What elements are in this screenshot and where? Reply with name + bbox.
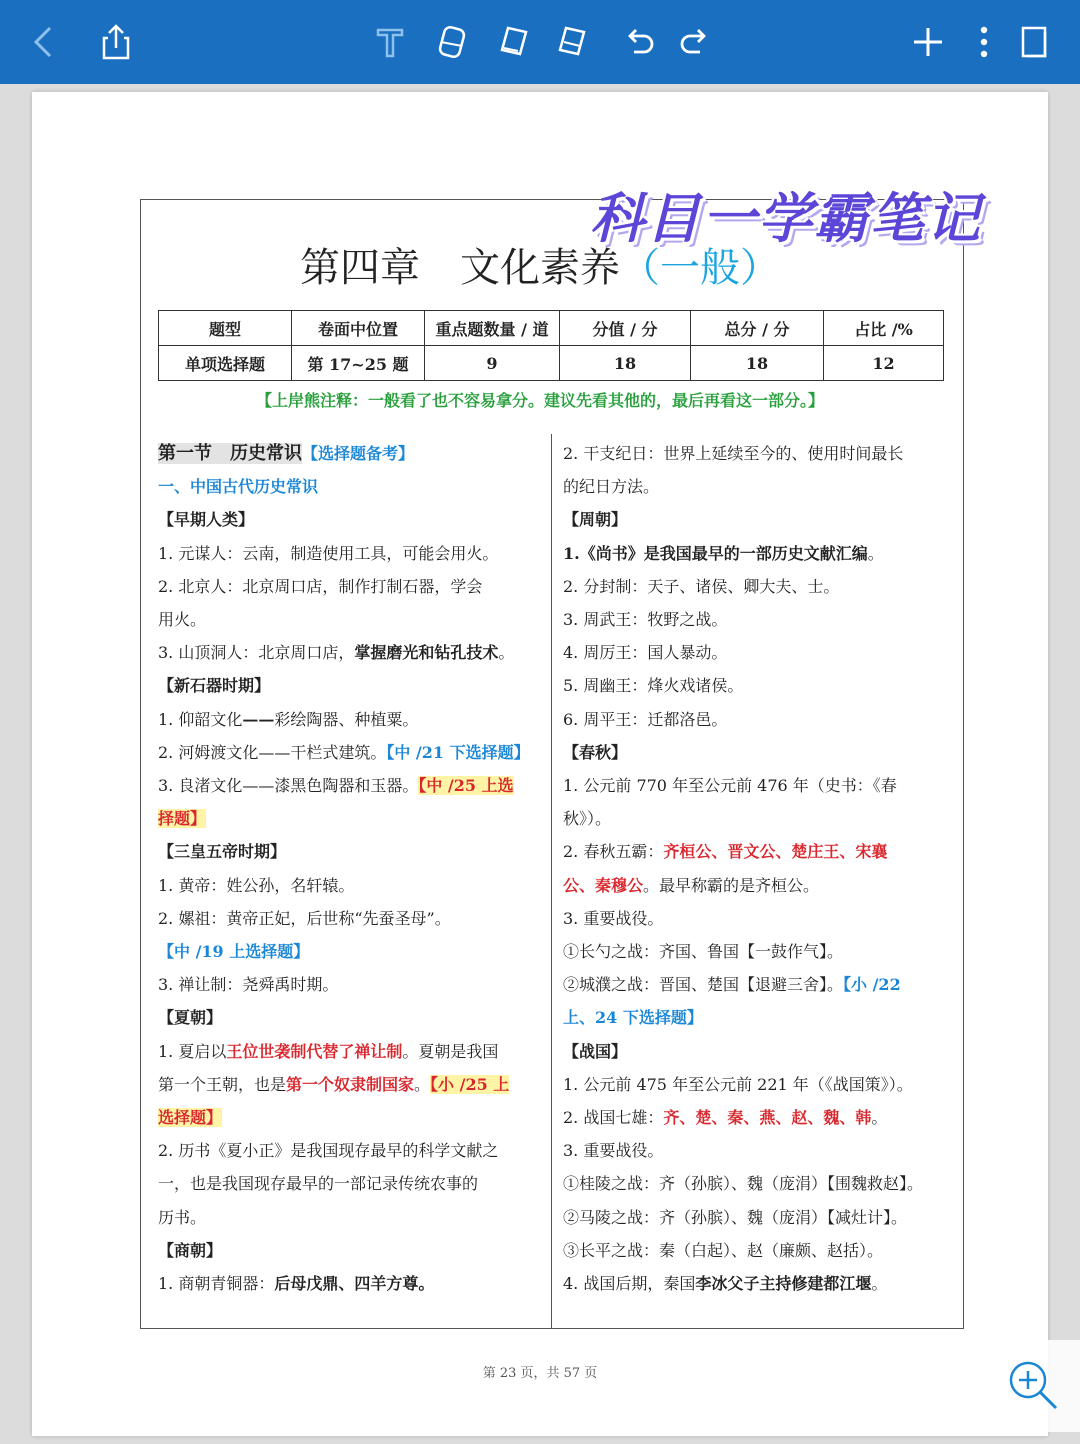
text: 3. 良渚文化——漆黑色陶器和玉器。 xyxy=(158,776,419,796)
text: 。 xyxy=(867,543,884,563)
key-text: 后母戊鼎、四羊方尊。 xyxy=(274,1274,435,1294)
list-item: 1. 黄帝：姓公孙，名轩辕。 xyxy=(158,875,355,895)
list-item: 的纪日方法。 xyxy=(563,477,660,497)
exam-tag: 【小 /25 上 xyxy=(430,1074,510,1094)
eraser-icon[interactable] xyxy=(424,14,480,70)
right-column xyxy=(563,437,947,1300)
topic-heading: 【商朝】 xyxy=(158,1240,223,1260)
key-text: 李冰父子主持修建都江堰 xyxy=(695,1274,872,1294)
key-text: 第一个奴隶制国家 xyxy=(286,1074,415,1094)
list-item: 4. 周厉王：国人暴动。 xyxy=(563,643,728,663)
text: 2. 河姆渡文化——干栏式建筑。 xyxy=(158,742,387,762)
exam-tag: 【小 /22 xyxy=(843,975,901,995)
table-header: 总分 / 分 xyxy=(691,311,824,346)
highlighter-icon[interactable] xyxy=(486,14,542,70)
section-tag: 【选择题备考】 xyxy=(302,444,415,463)
key-text: 掌握磨光和钻孔技术 xyxy=(354,643,499,663)
exam-tag: 【中 /25 上选 xyxy=(418,776,514,796)
list-item xyxy=(158,1101,542,1134)
table-header-row xyxy=(159,311,944,346)
list-item: 一，也是我国现存最早的一部记录传统农事的 xyxy=(158,1174,479,1194)
list-item xyxy=(563,537,947,570)
key-text: 齐、楚、秦、燕、赵、魏、韩 xyxy=(663,1108,872,1128)
list-item: 5. 周幽王：烽火戏诸侯。 xyxy=(563,676,744,696)
exam-tag: 择题】 xyxy=(158,809,207,829)
topic-heading: 【夏朝】 xyxy=(158,1008,223,1028)
text: 1. 夏启以 xyxy=(158,1041,227,1061)
add-icon[interactable] xyxy=(900,14,956,70)
topic-heading: 【新石器时期】 xyxy=(158,676,271,696)
table-cell: 9 xyxy=(425,346,560,381)
exam-tag: 选择题】 xyxy=(158,1108,223,1128)
green-note: 【上岸熊注释：一般看了也不容易拿分。建议先看其他的，最后再看这一部分。】 xyxy=(255,391,824,410)
topic-heading: 【早期人类】 xyxy=(158,510,255,530)
banner-text: 科目一学霸笔记 xyxy=(590,187,982,250)
list-item xyxy=(563,1267,947,1300)
text: 第一个王朝，也是 xyxy=(158,1074,287,1094)
list-item: 6. 周平王：迁都洛邑。 xyxy=(563,709,728,729)
zoom-button[interactable] xyxy=(988,1340,1080,1432)
list-item xyxy=(158,1035,542,1068)
list-item xyxy=(158,636,542,669)
chapter-tag: （一般） xyxy=(620,245,780,291)
text: 。最早称霸的是齐桓公。 xyxy=(643,875,820,895)
list-item: 3. 重要战役。 xyxy=(563,1141,664,1161)
list-item: 3. 禅让制：尧舜禹时期。 xyxy=(158,975,339,995)
text: 2. 春秋五霸： xyxy=(563,842,664,862)
list-item: 2. 北京人：北京周口店，制作打制石器，学会 xyxy=(158,576,483,596)
dash: —— xyxy=(242,709,275,729)
table-cell: 单项选择题 xyxy=(159,346,292,381)
list-item: 2. 嫘祖：黄帝正妃，后世称“先蚕圣母”。 xyxy=(158,908,451,928)
list-item xyxy=(158,769,542,802)
list-item xyxy=(158,1068,542,1101)
text: 。 xyxy=(498,643,515,663)
table-header: 题型 xyxy=(159,311,292,346)
table-header: 占比 /% xyxy=(824,311,944,346)
list-item: ②马陵之战：齐（孙膑）、魏（庞涓）【减灶计】。 xyxy=(563,1207,908,1227)
sub-heading: 一、中国古代历史常识 xyxy=(158,477,319,497)
table-header: 分值 / 分 xyxy=(560,311,691,346)
list-item: 2. 历书《夏小正》是我国现存最早的科学文献之 xyxy=(158,1141,499,1161)
list-item: 秋》）。 xyxy=(563,809,612,829)
table-header: 卷面中位置 xyxy=(292,311,425,346)
list-item xyxy=(563,1101,947,1134)
table-cell: 18 xyxy=(560,346,691,381)
list-item xyxy=(563,869,947,902)
list-item xyxy=(563,968,947,1001)
text: 彩绘陶器、种植粟。 xyxy=(274,709,419,729)
list-item xyxy=(563,835,947,868)
table-cell: 12 xyxy=(824,346,944,381)
page-number: 第 23 页，共 57 页 xyxy=(482,1366,598,1381)
key-text: 1.《尚书》是我国最早的一部历史文献汇编 xyxy=(563,543,868,563)
share-icon[interactable] xyxy=(88,14,144,70)
text: 4. 战国后期，秦国 xyxy=(563,1274,696,1294)
list-item: ①桂陵之战：齐（孙膑）、魏（庞涓）【围魏救赵】。 xyxy=(563,1174,924,1194)
table-header: 重点题数量 / 道 xyxy=(425,311,560,346)
text: 。 xyxy=(871,1108,888,1128)
topic-heading: 【三皇五帝时期】 xyxy=(158,842,287,862)
left-column xyxy=(158,437,542,1300)
section-heading: 第一节 历史常识 xyxy=(158,443,302,464)
list-item xyxy=(158,1267,542,1300)
table-cell: 18 xyxy=(691,346,824,381)
chapter-title xyxy=(0,236,1080,293)
table-cell: 第 17~25 题 xyxy=(292,346,425,381)
text: 。 xyxy=(414,1074,431,1094)
back-icon[interactable] xyxy=(16,14,72,70)
list-item: 用火。 xyxy=(158,610,207,630)
more-icon[interactable] xyxy=(956,14,1012,70)
text: 1. 仰韶文化 xyxy=(158,709,243,729)
zoom-in-icon xyxy=(1006,1358,1062,1414)
pages-icon[interactable] xyxy=(1006,14,1062,70)
list-item xyxy=(158,736,542,769)
list-item: 1. 公元前 770 年至公元前 476 年（史书：《春 xyxy=(563,776,897,796)
info-table xyxy=(158,310,944,381)
lasso-icon[interactable] xyxy=(544,14,600,70)
list-item: 3. 周武王：牧野之战。 xyxy=(563,610,728,630)
list-item: 2. 干支纪日：世界上延续至今的、使用时间最长 xyxy=(563,444,904,463)
redo-icon[interactable] xyxy=(666,14,722,70)
key-text: 公、秦穆公 xyxy=(563,875,644,895)
text: 3. 山顶洞人：北京周口店， xyxy=(158,643,355,663)
watermark-banner xyxy=(582,176,992,250)
list-item xyxy=(158,802,542,835)
list-item: 2. 分封制：天子、诸侯、卿大夫、士。 xyxy=(563,576,840,596)
list-item: 1. 公元前 475 年至公元前 221 年（《战国策》）。 xyxy=(563,1074,913,1094)
list-item: ③长平之战：秦（白起）、赵（廉颇、赵括）。 xyxy=(563,1240,884,1260)
key-text: 王位世袭制代替了禅让制 xyxy=(226,1041,403,1061)
list-item xyxy=(158,703,542,736)
top-toolbar xyxy=(0,0,1080,84)
undo-icon[interactable] xyxy=(612,14,668,70)
table-row xyxy=(159,346,944,381)
topic-heading: 【战国】 xyxy=(563,1041,628,1061)
topic-heading: 【周朝】 xyxy=(563,510,628,530)
text: 。夏朝是我国 xyxy=(402,1041,499,1061)
topic-heading: 【春秋】 xyxy=(563,742,628,762)
list-item: 历书。 xyxy=(158,1207,207,1227)
exam-tag: 【中 /21 下选择题】 xyxy=(386,742,530,762)
key-text: 齐桓公、晋文公、楚庄王、宋襄 xyxy=(663,842,888,862)
text: ②城濮之战：晋国、楚国【退避三舍】。 xyxy=(563,975,844,995)
text: 。 xyxy=(871,1274,888,1294)
exam-tag: 【中 /19 上选择题】 xyxy=(158,942,310,962)
text-tool-icon[interactable] xyxy=(362,14,418,70)
text: 2. 战国七雄： xyxy=(563,1108,664,1128)
list-item: 3. 重要战役。 xyxy=(563,908,664,928)
list-item: 1. 元谋人：云南，制造使用工具，可能会用火。 xyxy=(158,543,499,563)
text: 1. 商朝青铜器： xyxy=(158,1274,275,1294)
column-divider xyxy=(551,434,552,1328)
list-item: ①长勺之战：齐国、鲁国【一鼓作气】。 xyxy=(563,942,844,962)
exam-tag: 上、24 下选择题】 xyxy=(563,1008,703,1028)
chapter-title-text: 第四章 文化素养 xyxy=(300,245,620,291)
